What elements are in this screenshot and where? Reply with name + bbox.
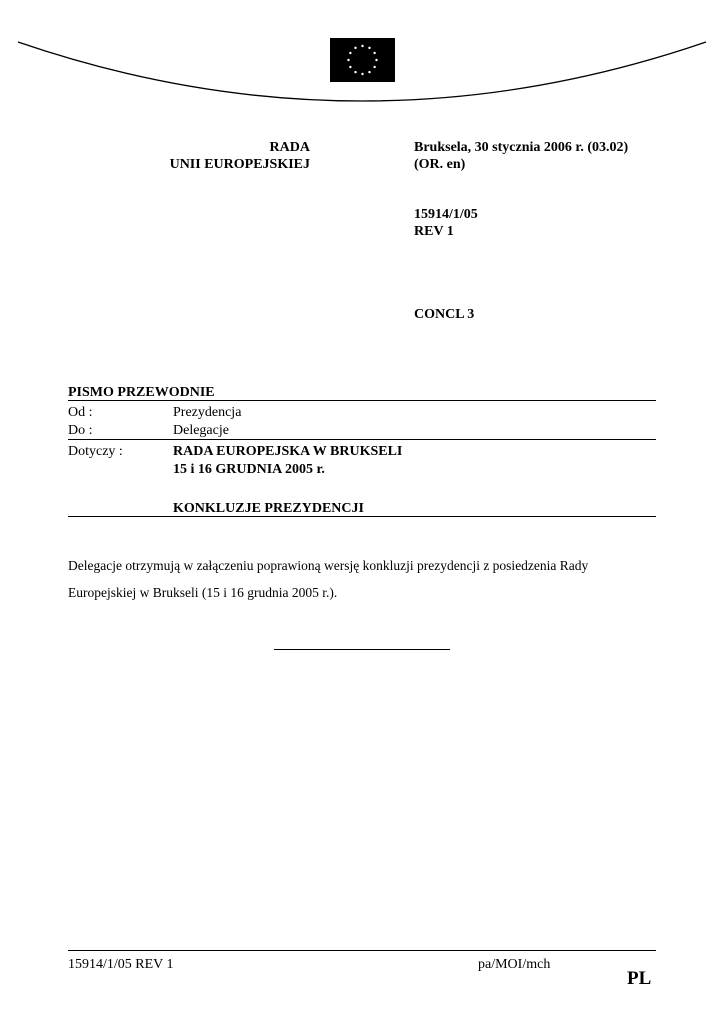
from-value: Prezydencja <box>173 405 242 420</box>
to-value: Delegacje <box>173 423 229 438</box>
footer-rule <box>68 950 656 951</box>
subject-label: Dotyczy : <box>68 444 123 459</box>
flag-star <box>368 71 370 73</box>
flag-star <box>368 47 370 49</box>
footer-initials: pa/MOI/mch <box>478 957 551 972</box>
flag-star <box>349 66 351 68</box>
subject-line2: 15 i 16 GRUDNIA 2005 r. <box>173 462 325 477</box>
to-label: Do : <box>68 423 93 438</box>
flag-star <box>375 59 377 61</box>
divider-bottom <box>68 516 656 517</box>
flag-star <box>361 73 363 75</box>
closing-rule <box>274 649 450 650</box>
from-label: Od : <box>68 405 93 420</box>
flag-star <box>347 59 349 61</box>
note-title: PISMO PRZEWODNIE <box>68 385 215 400</box>
subject-line3: KONKLUZJE PREZYDENCJI <box>173 501 364 516</box>
footer-doc-ref: 15914/1/05 REV 1 <box>68 957 174 972</box>
date-line: Bruksela, 30 stycznia 2006 r. (03.02) <box>414 140 629 155</box>
subject-line1: RADA EUROPEJSKA W BRUKSELI <box>173 444 403 459</box>
flag-star <box>354 47 356 49</box>
divider-top <box>68 400 656 401</box>
divider-middle <box>68 439 656 440</box>
body-paragraph-line2: Europejskiej w Brukseli (15 i 16 grudnia 2005 r.). <box>68 585 338 600</box>
flag-star <box>373 66 375 68</box>
document-number: 15914/1/05 <box>414 207 478 222</box>
flag-field <box>330 38 395 82</box>
footer-language-code: PL <box>627 968 652 989</box>
eu-flag-icon <box>330 38 395 82</box>
flag-star <box>349 52 351 54</box>
revision-number: REV 1 <box>414 224 454 239</box>
body-paragraph-line1: Delegacje otrzymują w załączeniu poprawioną wersję konkluzji prezydencji z posiedzenia Rady <box>68 558 589 573</box>
flag-star <box>361 45 363 47</box>
flag-star <box>373 52 375 54</box>
flag-star <box>354 71 356 73</box>
original-language: (OR. en) <box>414 157 466 172</box>
council-name-line2: UNII EUROPEJSKIEJ <box>169 157 310 172</box>
series-reference: CONCL 3 <box>414 307 475 322</box>
council-name-line1: RADA <box>269 140 310 155</box>
